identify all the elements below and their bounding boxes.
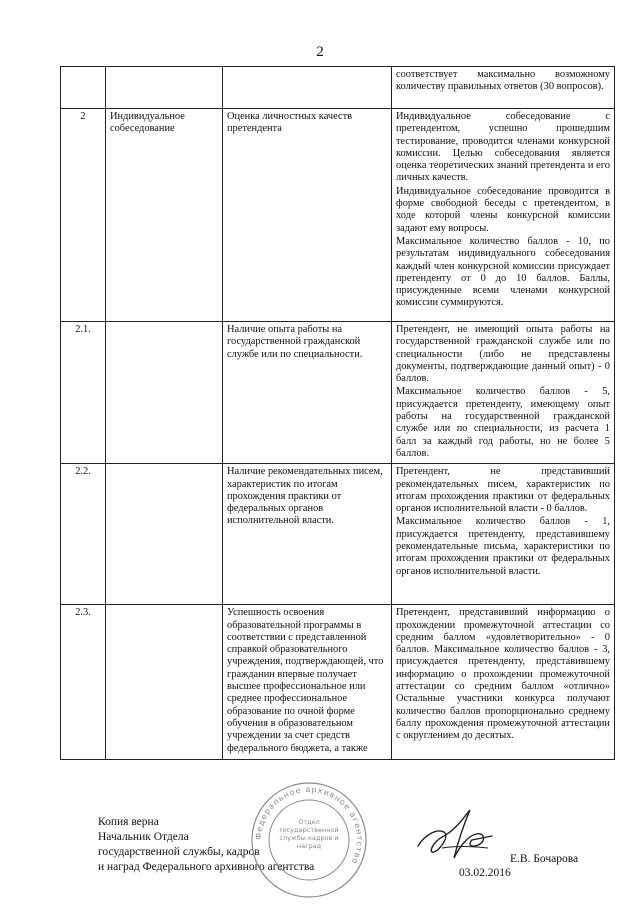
- row-description: [392, 322, 615, 464]
- row-number: 2.3.: [61, 605, 106, 760]
- description-paragraph: Максимальное количество баллов - 5, присуждается претенденту, имеющему опыт работы на государственной гражданской службе или по специальности, из расчета 1 балл за каждый год работы, но не более 5 баллов.: [396, 386, 610, 459]
- description-paragraph: Индивидуальное собеседование проводится в форме свободной беседы с претендентом, в ходе которой члены конкурсной комиссии задают ему вопросы.: [396, 185, 610, 234]
- row-criterion: [223, 67, 392, 109]
- row-stage-name: [106, 464, 223, 605]
- row-number: 2: [61, 109, 106, 322]
- description-paragraph: Индивидуальное собеседование с претендентом, успешно прошедшим тестирование, проводится членами конкурсной комиссии. Целью собеседования является оценка теоретических знаний претендента и его личных качеств.: [396, 111, 610, 184]
- row-stage-name: [106, 605, 223, 760]
- footer-signatory-name: Е.В. Бочарова: [510, 853, 579, 865]
- table-row: [61, 322, 615, 464]
- row-stage-name: [106, 322, 223, 464]
- table-row: [61, 109, 615, 322]
- table-row: [61, 464, 615, 605]
- row-number: 2.1.: [61, 322, 106, 464]
- row-criterion: Оценка личностных качеств претендента: [223, 109, 392, 322]
- footer-line: государственной службы, кадров: [98, 846, 260, 858]
- table-row: [61, 67, 615, 109]
- criteria-table: [60, 66, 615, 760]
- row-number: [61, 67, 106, 109]
- page-number: 2: [316, 44, 324, 60]
- row-description: [392, 464, 615, 605]
- description-paragraph: Претендент, представивший информацию о прохождении промежуточной аттестации со средним баллом «удовлетворительно» - 0 баллов. Максимальное количество баллов - 3, присуждается претенденту, представившему информацию о прохождении промежуточной аттестации со средним баллом «отлично» Остальные участники конкурса получают количество баллов пропорционально среднему баллу прохождения промежуточной аттестации с округлением до десятых.: [396, 607, 610, 742]
- row-stage-name: [106, 67, 223, 109]
- stamp-center-text: Отдел государственной службы кадров и наград: [279, 818, 339, 850]
- row-number: 2.2.: [61, 464, 106, 605]
- stamp-ring-text: Федеральное архивное агентство: [253, 784, 365, 867]
- description-paragraph: соответствует максимально возможному количеству правильных ответов (30 вопросов).: [396, 69, 610, 93]
- description-paragraph: Претендент, не представивший рекомендательных писем, характеристик по итогам прохождения практики от федеральных органов исполнительной власти - 0 баллов.: [396, 466, 610, 515]
- signature: [414, 806, 496, 868]
- row-criterion: Наличие рекомендательных писем, характеристик по итогам прохождения практики от федеральных органов исполнительной власти.: [223, 464, 392, 605]
- official-stamp: [248, 780, 370, 900]
- description-paragraph: Претендент, не имеющий опыта работы на государственной гражданской службе или по специальности (либо не представлены документы, подтверждающие данный опыт) - 0 баллов.: [396, 324, 610, 385]
- row-description: [392, 67, 615, 109]
- footer-line: и наград Федерального архивного агентства: [98, 861, 315, 873]
- row-stage-name: Индивидуальное собеседование: [106, 109, 223, 322]
- description-paragraph: Максимальное количество баллов - 1, присуждается претенденту, представившему рекомендательные письма, характеристики по итогам прохождения практики от федеральных органов исполнительной власти.: [396, 516, 610, 577]
- row-criterion: Наличие опыта работы на государственной гражданской службе или по специальности.: [223, 322, 392, 464]
- row-description: [392, 605, 615, 760]
- footer-line: Начальник Отдела: [98, 831, 189, 843]
- table-row: [61, 605, 615, 760]
- footer-line: Копия верна: [98, 816, 159, 828]
- description-paragraph: Максимальное количество баллов - 10, по результатам индивидуального собеседования каждый член конкурсной комиссии присуждает претенденту от 0 до 10 баллов. Баллы, присужденные всеми членами конкурсной комиссии суммируются.: [396, 235, 610, 309]
- row-description: [392, 109, 615, 322]
- row-criterion: Успешность освоения образовательной программы в соответствии с представленной справкой образовательного учреждения, подтверждающей, что гражданин впервые получает высшее профессиональное или среднее профессиональное образование по очной форме обучения в образовательном учреждении за счет средств федерального бюджета, а также: [223, 605, 392, 760]
- footer-date: 03.02.2016: [459, 867, 511, 879]
